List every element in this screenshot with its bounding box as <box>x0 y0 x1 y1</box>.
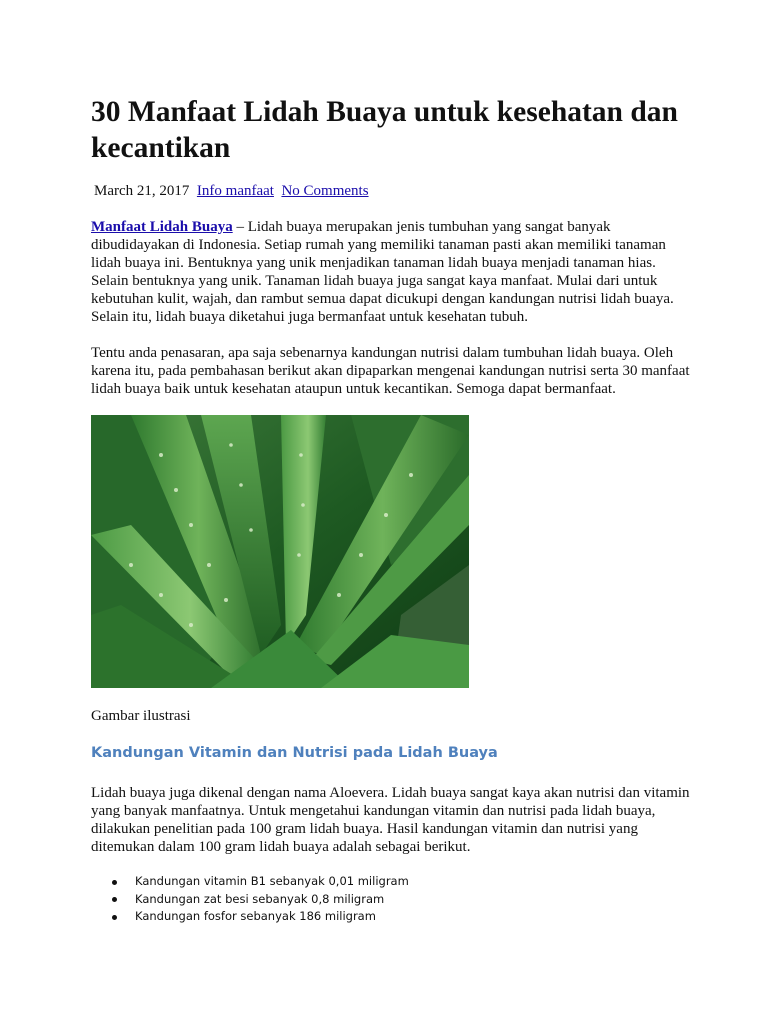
post-date: March 21, 2017 <box>94 183 190 199</box>
nutrient-list <box>110 873 670 926</box>
comments-link[interactable]: No Comments <box>281 183 369 199</box>
list-item <box>110 908 670 926</box>
article-title: 30 Manfaat Lidah Buaya untuk kesehatan dan kecantikan <box>91 96 678 164</box>
list-item-text: Kandungan vitamin B1 sebanyak 0,01 miligram <box>135 874 409 888</box>
paragraph-2: Tentu anda penasaran, apa saja sebenarnya kandungan nutrisi dalam tumbuhan lidah buaya. Oleh karena itu, pada pembahasan berikut akan dipaparkan mengenai kandungan nutrisi serta 30 manfaat lidah buaya baik untuk kesehatan ataupun untuk kecantikan. Semoga dapat bermanfaat. <box>91 345 690 397</box>
post-meta <box>94 182 369 201</box>
paragraph-3: Lidah buaya juga dikenal dengan nama Aloevera. Lidah buaya sangat kaya akan nutrisi dan vitamin yang banyak manfaatnya. Untuk mengetahui kandungan vitamin dan nutrisi pada lidah buaya, dilakukan penelitian pada 100 gram lidah buaya. Hasil kandungan vitamin dan nutrisi yang ditemukan dalam 100 gram lidah buaya adalah sebagai berikut. <box>91 785 690 855</box>
aloe-vera-image <box>91 415 469 688</box>
intro-text: – Lidah buaya merupakan jenis tumbuhan yang sangat banyak dibudidayakan di Indonesia. Setiap rumah yang memiliki tanaman pasti akan memiliki tanaman lidah buaya ini. Bentuknya yang unik menjadikan tanaman lidah buaya menjadi tanaman hias. Selain bentuknya yang unik. Tanaman lidah buaya juga sangat kaya manfaat. Mulai dari untuk kebutuhan kulit, wajah, dan rambut semua dapat dicukupi dengan kandungan nutrisi lidah buaya. Selain itu, lidah buaya diketahui juga bermanfaat untuk kesehatan tubuh. <box>91 219 674 325</box>
list-item-text: Kandungan fosfor sebanyak 186 miligram <box>135 909 376 923</box>
bullet-icon <box>112 915 117 920</box>
list-item-text: Kandungan zat besi sebanyak 0,8 miligram <box>135 891 385 906</box>
image-caption: Gambar ilustrasi <box>91 708 191 724</box>
section-heading: Kandungan Vitamin dan Nutrisi pada Lidah Buaya <box>91 745 498 761</box>
bullet-icon <box>112 880 117 885</box>
bullet-icon <box>112 897 117 902</box>
list-item <box>110 891 670 909</box>
list-item <box>110 873 670 891</box>
intro-link[interactable]: Manfaat Lidah Buaya <box>91 219 233 235</box>
intro-paragraph <box>91 218 691 326</box>
category-link[interactable]: Info manfaat <box>196 183 274 199</box>
